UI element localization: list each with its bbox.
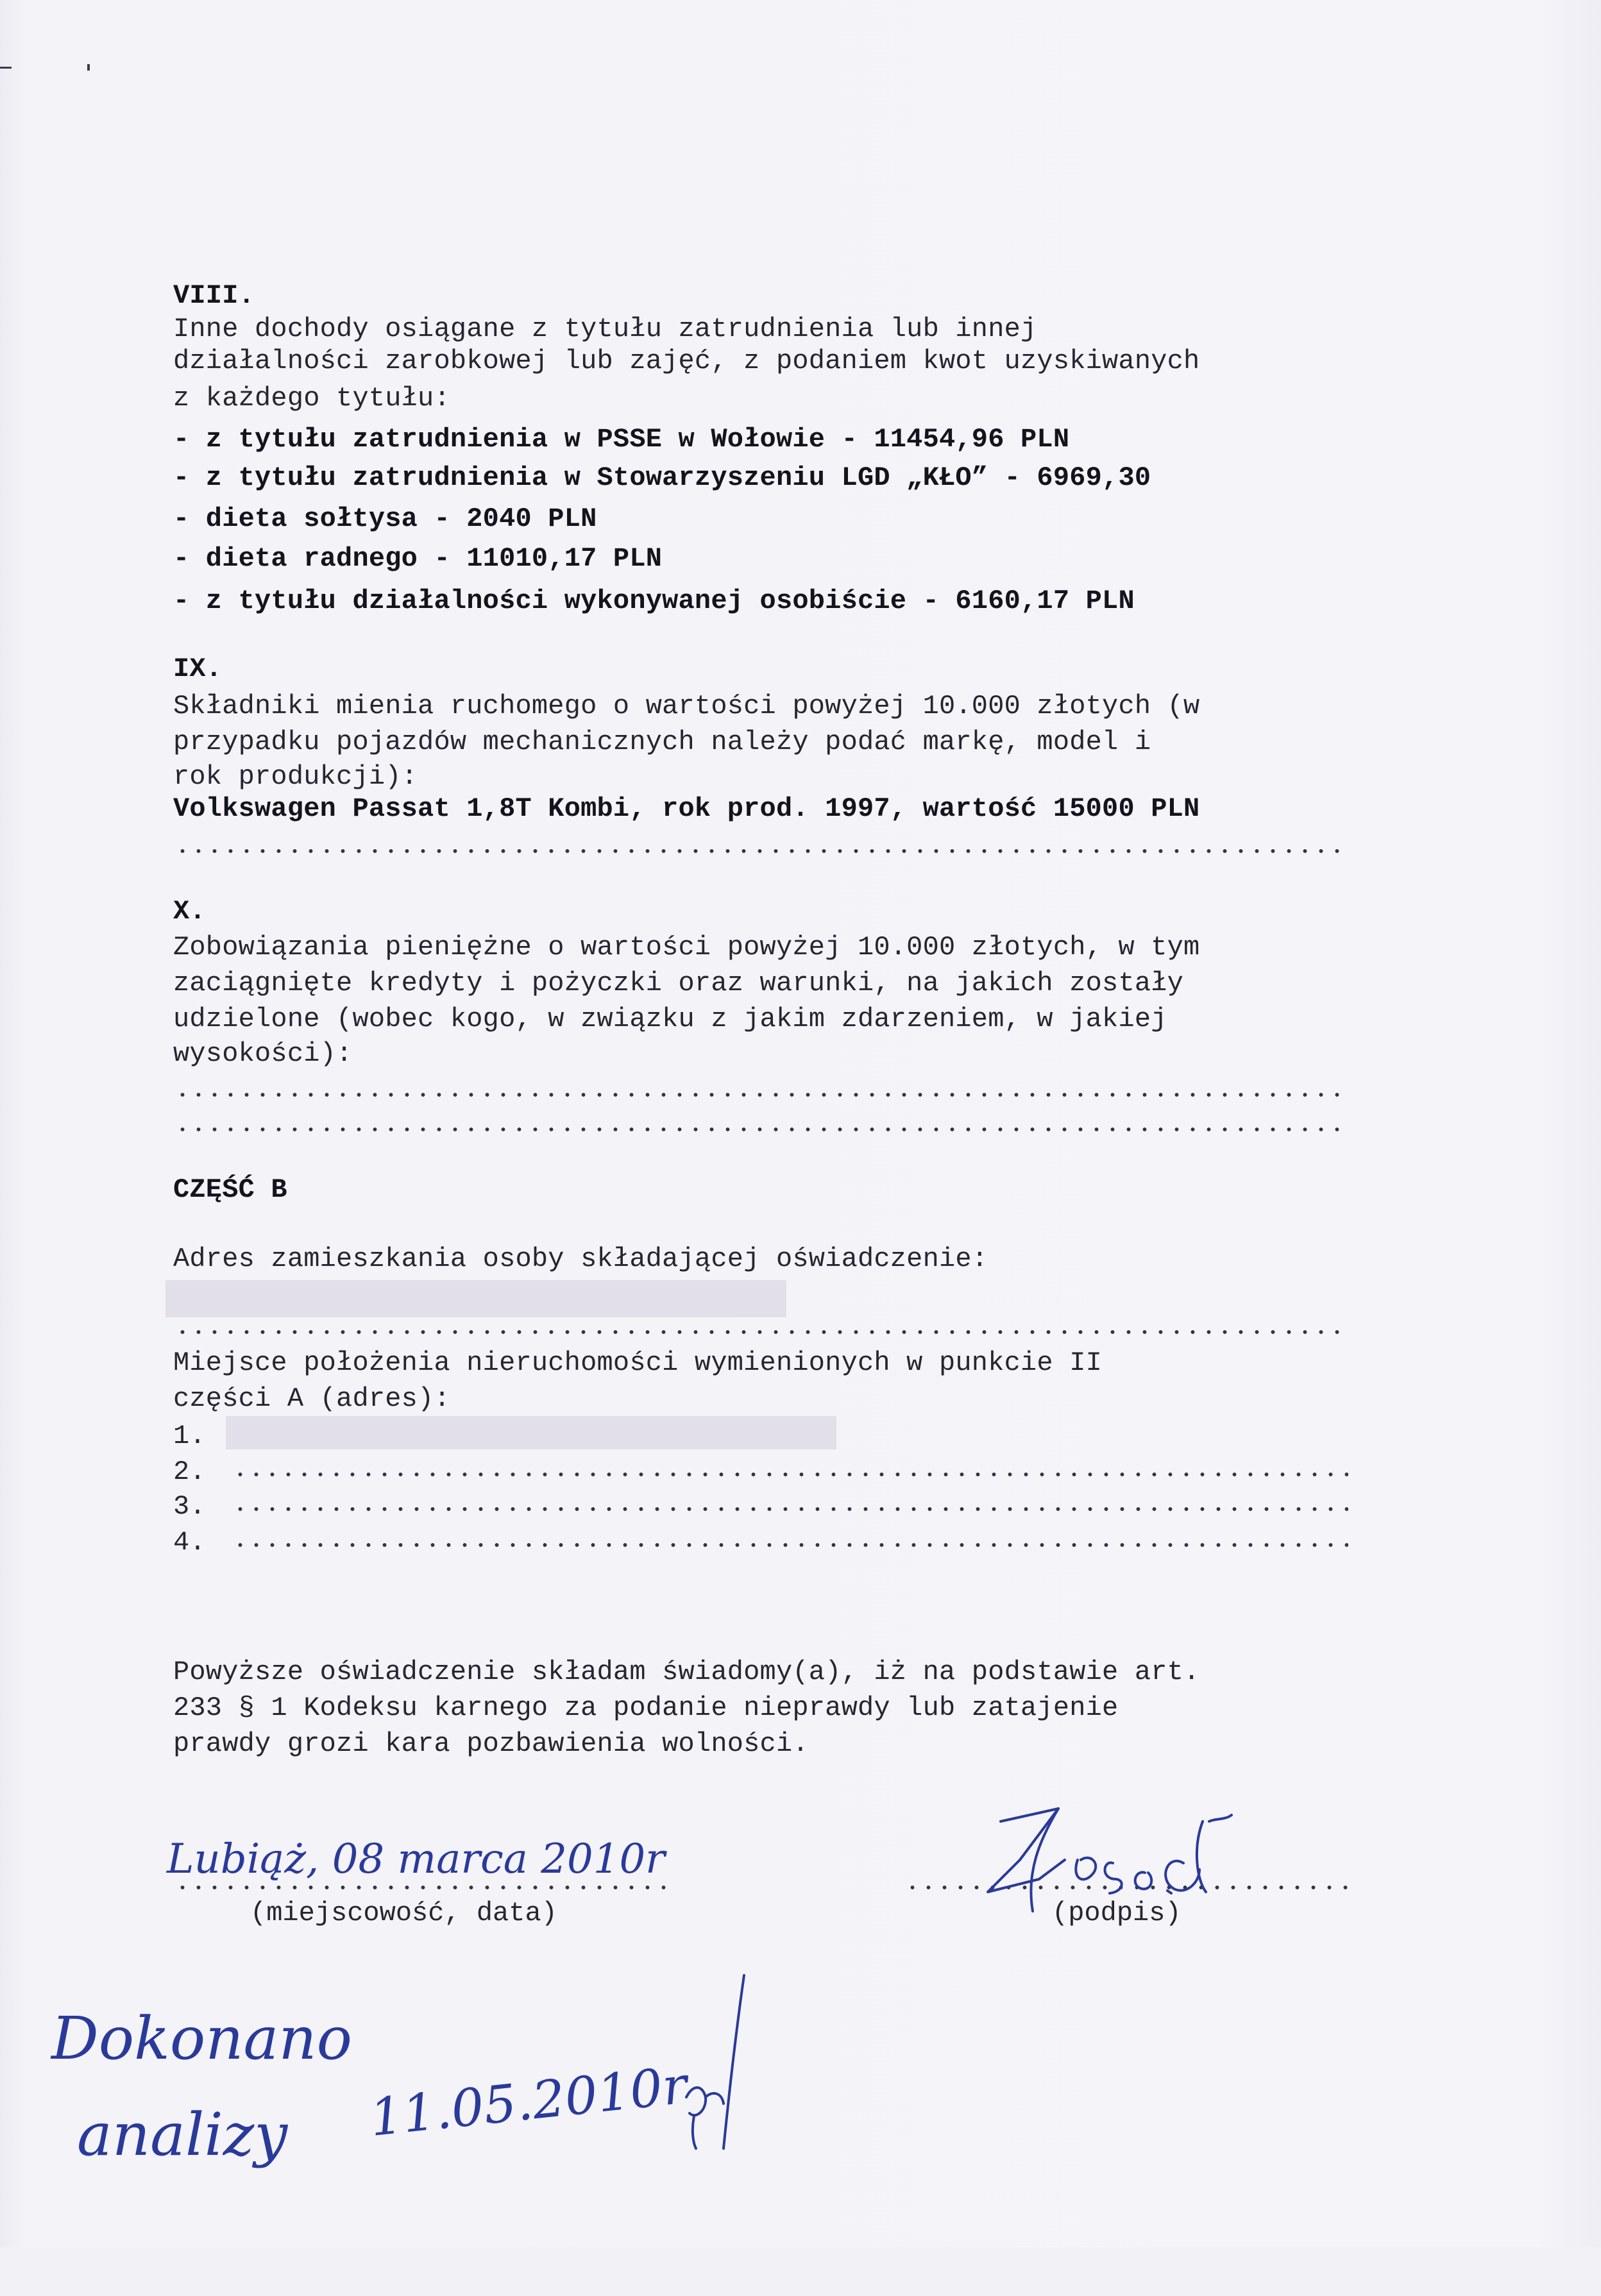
income-item: - z tytułu zatrudnienia w Stowarzyszeniu LGD „KŁO” - 6969,30 [173, 462, 1151, 493]
declaration-line: 233 § 1 Kodeksu karnego za podanie nieprawdy lub zatajenie [173, 1692, 1119, 1723]
declaration-line: Powyższe oświadczenie składam świadomy(a), iż na podstawie art. [173, 1657, 1200, 1687]
address-label: Adres zamieszkania osoby składającej oświadczenie: [173, 1244, 988, 1274]
property-number: 1. [173, 1421, 206, 1451]
place-date-caption: (miejscowość, data) [250, 1898, 557, 1929]
section-x-intro-line: Zobowiązania pieniężne o wartości powyżej 10.000 złotych, w tym [173, 932, 1200, 963]
section-viii-intro-line: Inne dochody osiągane z tytułu zatrudnienia lub innej [173, 314, 1037, 344]
declaration-line: prawdy grozi kara pozbawienia wolności. [173, 1728, 809, 1759]
section-ix-intro-line: przypadku pojazdów mechanicznych należy podać markę, model i [173, 727, 1151, 757]
section-x-intro-line: zaciągnięte kredyty i pożyczki oraz warunki, na jakich zostały [173, 968, 1184, 999]
property-number: 2. [173, 1456, 206, 1487]
dotted-line [232, 1507, 1348, 1511]
section-x-heading: X. [173, 896, 206, 927]
section-ix-heading: IX. [173, 654, 223, 684]
income-item: - dieta sołtysa - 2040 PLN [173, 503, 597, 534]
property-label-line: części A (adres): [173, 1383, 450, 1414]
annotation-initials [667, 1969, 757, 2161]
annotation-date: 11.05.2010r [367, 2055, 690, 2148]
section-viii-intro-line: z każdego tytułu: [173, 383, 450, 414]
dotted-line [232, 1543, 1348, 1547]
redacted-address [165, 1280, 786, 1317]
section-ix-intro-line: Składniki mienia ruchomego o wartości powyżej 10.000 złotych (w [173, 691, 1200, 722]
income-item: - z tytułu zatrudnienia w PSSE w Wołowie - 11454,96 PLN [173, 424, 1070, 455]
annotation-line2: analizy [77, 2100, 288, 2169]
dotted-line [232, 1473, 1348, 1476]
scan-mark [87, 64, 90, 71]
dotted-line [174, 1127, 1348, 1131]
dotted-line [174, 1330, 1348, 1334]
property-label-line: Miejsce położenia nieruchomości wymienionych w punkcie II [173, 1347, 1103, 1378]
income-item: - dieta radnego - 11010,17 PLN [173, 543, 663, 574]
section-x-intro-line: wysokości): [173, 1038, 353, 1069]
property-number: 3. [173, 1491, 206, 1522]
section-x-intro-line: udzielone (wobec kogo, w związku z jakim zdarzeniem, w jakiej [173, 1004, 1167, 1034]
place-date-text: Lubiąż, 08 marca 2010r [167, 1836, 665, 1883]
part-b-heading: CZĘŚĆ B [173, 1174, 287, 1205]
section-ix-intro-line: rok produkcji): [173, 761, 418, 792]
section-viii-intro-line: działalności zarobkowej lub zajęć, z podaniem kwot uzyskiwanych [173, 346, 1200, 376]
dotted-line [174, 1886, 675, 1889]
property-number: 4. [173, 1527, 206, 1558]
annotation-line1: Dokonano [51, 2004, 353, 2073]
signature-caption: (podpis) [1052, 1898, 1182, 1929]
vehicle-entry: Volkswagen Passat 1,8T Kombi, rok prod. 1997, wartość 15000 PLN [173, 793, 1200, 824]
dotted-line [174, 1093, 1348, 1097]
income-item: - z tytułu działalności wykonywanej osobiście - 6160,17 PLN [173, 586, 1135, 616]
redacted-property-address [226, 1416, 836, 1449]
handwritten-annotation [38, 1963, 744, 2296]
handwritten-place-date [160, 1796, 738, 1911]
section-viii-heading: VIII. [173, 280, 255, 311]
dotted-line [174, 849, 1348, 853]
scan-mark [0, 67, 12, 69]
